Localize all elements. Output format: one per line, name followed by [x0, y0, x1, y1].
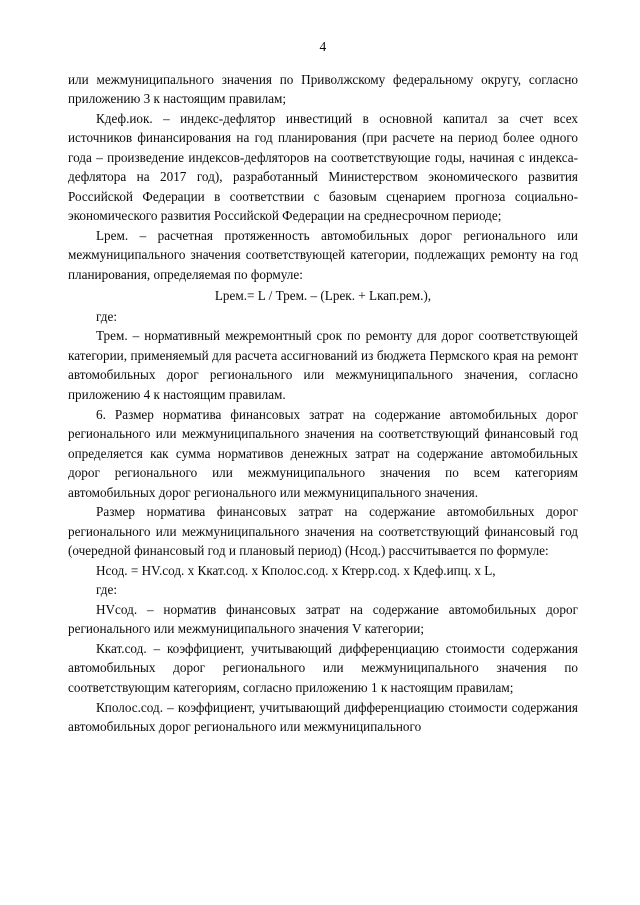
formula-lrem: Lрем.= L / Трем. – (Lрек. + Lкап.рем.), [214, 288, 432, 304]
paragraph-kpolossod: Кполос.сод. – коэффициент, учитывающий дифференциацию стоимости содержания автомобильных дорог регионального или межмуниципального [68, 699, 578, 735]
paragraph-trem: Трем. – нормативный межремонтный срок по ремонту для дорог соответствующей категории, применяемый для расчета ассигнований из бюджета Пермского края на ремонт автомобильных дорог регионального или межмуниципального значения, согласно приложению 4 к настоящим правилам. [68, 328, 578, 402]
formula-nsod: Нсод. = HV.сод. х Ккат.сод. х Кполос.сод. х Ктерр.сод. х Кдеф.ипц. х L, [96, 562, 496, 578]
paragraph-kkatsod: Ккат.сод. – коэффициент, учитывающий дифференциацию стоимости содержания автомобильных дорог регионального или межмуниципального значения по соответствующим категориям, согласно приложению 1 к настоящим правилам; [68, 640, 578, 695]
page-number: 4 [319, 39, 327, 54]
paragraph-nsod-intro: Размер норматива финансовых затрат на содержание автомобильных дорог регионального или межмуниципального значения на соответствующий финансовый год (очередной финансовый год и плановый период) (Нсод.) рассчитывается по формуле: [68, 504, 578, 559]
document-body [68, 70, 578, 737]
paragraph-3: Lрем. – расчетная протяженность автомобильных дорог регионального или межмуниципального значения соответствующей категории, подлежащих ремонту на год планирования, определяемая по формуле: [68, 227, 578, 282]
paragraph-hvsod: HVсод. – норматив финансовых затрат на содержание автомобильных дорог регионального или межмуниципального значения V категории; [68, 601, 578, 637]
paragraph-1: или межмуниципального значения по Приволжскому федеральному округу, согласно приложению 3 к настоящим правилам; [68, 71, 578, 107]
paragraph-2: Кдеф.иок. – индекс-дефлятор инвестиций в основной капитал за счет всех источников финансирования на год планирования (при расчете на период более одного года – произведение индексов-дефляторов на соответствующие годы, начиная с индекса-дефлятора на 2017 год), разработанный Министерством экономического развития Российской Федерации в соответствии с базовым сценарием прогноза социально-экономического развития Российской Федерации на среднесрочном периоде; [68, 110, 578, 224]
paragraph-item-6: 6. Размер норматива финансовых затрат на содержание автомобильных дорог регионального или межмуниципального значения на соответствующий финансовый год определяется как сумма нормативов денежных затрат на содержание автомобильных дорог регионального или межмуниципального значения по всем категориям автомобильных дорог регионального или межмуниципального значения. [68, 406, 578, 500]
where-label-2: где: [96, 582, 117, 598]
where-label-1: где: [96, 308, 117, 324]
